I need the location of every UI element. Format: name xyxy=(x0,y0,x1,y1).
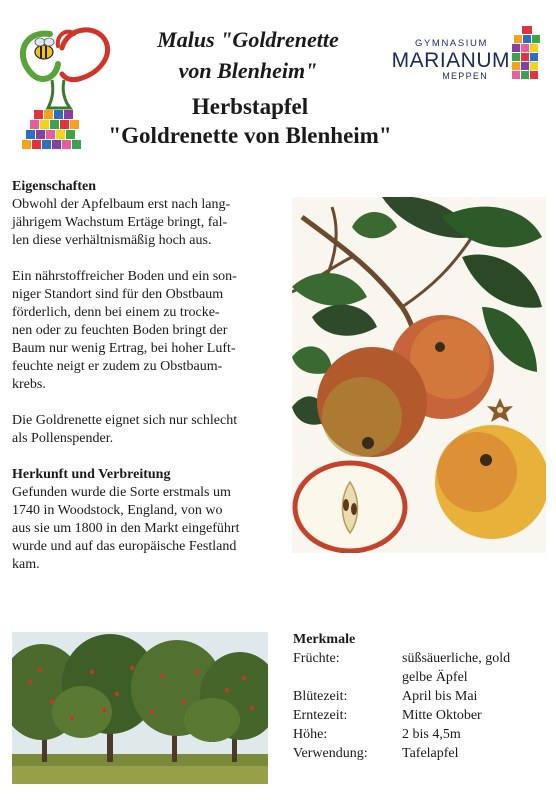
school-logo-line-1: GYMNASIUM xyxy=(415,38,488,49)
merkmale-key: Erntezeit: xyxy=(293,708,348,723)
merkmale-value: April bis Mai xyxy=(402,689,478,704)
merkmale-table xyxy=(293,630,549,763)
eigenschaften-paragraph-2: Ein nährstoffreicher Boden und ein son- niger Standort sind für den Obstbaum förderlich, denn bei einem zu trocke- nen oder zu feuchten Boden bringt der Baum nur wenig Ertrag, bei hoher Luft- feuchte neigt er zudem zu Obstbaum- krebs. xyxy=(12,269,237,392)
page-subtitle xyxy=(80,92,420,150)
eigenschaften-heading: Eigenschaften xyxy=(12,179,96,194)
merkmale-value: Mitte Oktober xyxy=(402,708,482,723)
orchard-photo xyxy=(12,632,268,784)
subtitle-line-2: "Goldrenette von Blenheim" xyxy=(108,123,392,148)
eigenschaften-paragraph-1: Obwohl der Apfelbaum erst nach lang- jährigem Wachstum Ertäge bringt, fal- len diese verhältnismäßig hoch aus. xyxy=(12,197,231,248)
merkmale-row xyxy=(293,744,549,763)
title-line-1: Malus "Goldrenette xyxy=(157,27,339,52)
school-logo-line-3: MEPPEN xyxy=(442,71,488,81)
herkunft-heading: Herkunft und Verbreitung xyxy=(12,467,171,482)
merkmale-row xyxy=(293,706,549,725)
merkmale-key: Verwendung: xyxy=(293,746,368,761)
page-title xyxy=(112,24,384,86)
merkmale-row xyxy=(293,687,549,706)
herkunft-paragraph: Gefunden wurde die Sorte erstmals um 1740 in Woodstock, England, von wo aus sie um 1800 in den Markt eingeführt wurde und auf das europäische Festland kam. xyxy=(12,485,240,572)
school-logo xyxy=(386,26,546,84)
mosaic-icon xyxy=(510,26,544,82)
merkmale-key: Früchte: xyxy=(293,651,340,666)
merkmale-value: 2 bis 4,5m xyxy=(402,727,461,742)
description-column xyxy=(12,178,274,574)
merkmale-row xyxy=(293,725,549,744)
merkmale-key: Höhe: xyxy=(293,727,328,742)
merkmale-row xyxy=(293,649,549,687)
merkmale-heading: Merkmale xyxy=(293,632,356,647)
subtitle-line-1: Herbstapfel xyxy=(191,94,309,119)
merkmale-key: Blütezeit: xyxy=(293,689,348,704)
eigenschaften-paragraph-3: Die Goldrenette eignet sich nur schlecht als Pollenspender. xyxy=(12,413,238,446)
apple-illustration xyxy=(292,197,546,553)
merkmale-value: Tafelapfel xyxy=(402,746,459,761)
school-logo-line-2: MARIANUM xyxy=(391,49,510,72)
title-line-2: von Blenheim" xyxy=(178,58,318,83)
merkmale-value: süßsäuerliche, gold gelbe Äpfel xyxy=(402,651,511,685)
